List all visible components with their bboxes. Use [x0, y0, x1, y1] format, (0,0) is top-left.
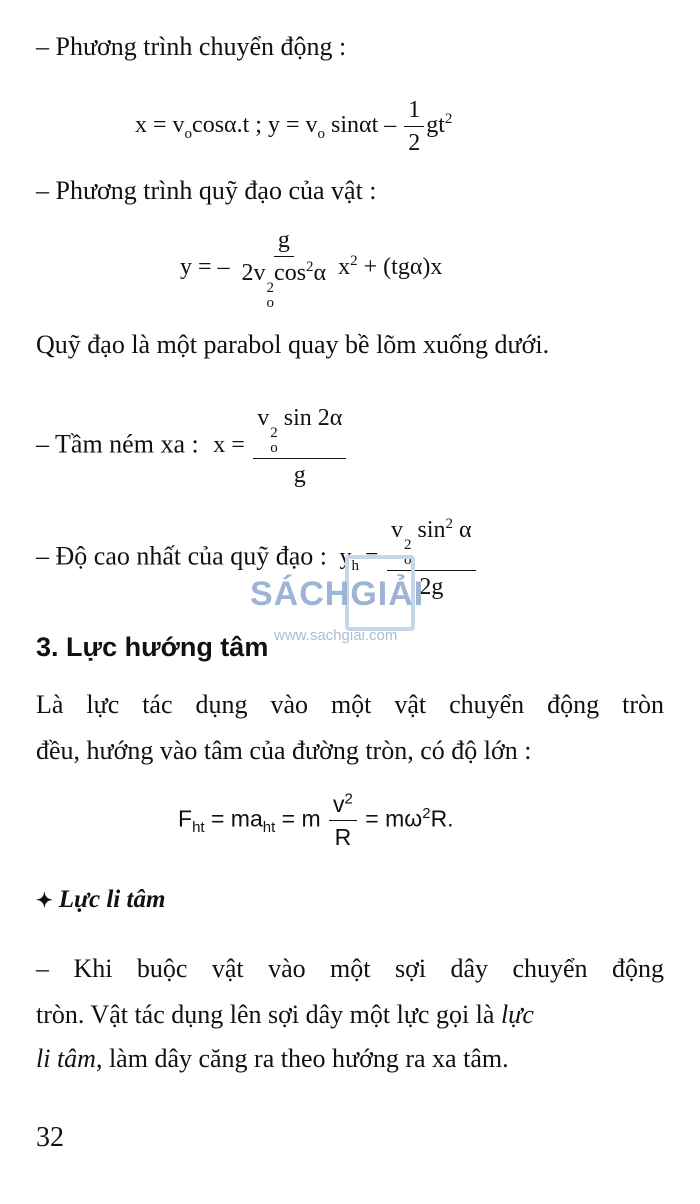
range-fraction: v 2 o sin 2α g [253, 404, 346, 489]
trajectory-label: – Phương trình quỹ đạo của vật : [36, 176, 377, 205]
motion-equation-label: – Phương trình chuyển động : [36, 32, 347, 61]
range-line: – Tầm ném xa : x = v 2 o sin 2α g [36, 404, 664, 489]
section-heading: 3. Lực hướng tâm [36, 632, 269, 662]
trajectory-note: Quỹ đạo là một parabol quay bề lõm xuống dưới. [36, 330, 550, 359]
centrifugal-text-1: – Khi buộc vật vào một sợi dây chuyển động [36, 954, 664, 983]
trajectory-equation: y = – g 2v 2 o $\cos^2\alpha$ $x^2 + (tg\alpha)x$ [180, 227, 443, 311]
centripetal-force-equation: $F_{ht} = ma_{ht} = m$ $\frac{v^2}{R}$ = $m\omega^2R$. [178, 790, 454, 850]
force-fraction: $\frac{v^2}{R}$ [329, 790, 357, 851]
trajectory-fraction: g 2v 2 o $\cos^2\alpha$ [241, 227, 327, 311]
centripetal-text-2: đều, hướng vào tâm của đường tròn, có độ lớn : [36, 736, 532, 765]
subsection-heading: ✦ Lực li tâm [36, 886, 166, 913]
centrifugal-text-3: li tâm, làm dây căng ra theo hướng ra xa tâm. [36, 1044, 509, 1073]
max-height-line: – Độ cao nhất của quỹ đạo : $y_h$ = v 2 o $\sin^2 \alpha$ 2g [36, 516, 664, 601]
watermark: SÁCHGIẢI www.sachgiai.com [250, 555, 460, 655]
diamond-bullet-icon: ✦ [36, 890, 53, 912]
height-fraction: v 2 o $\sin^2 \alpha$ 2g [387, 516, 476, 601]
fraction-half: $\frac{1}{2}$ [404, 96, 424, 157]
centrifugal-text-2: tròn. Vật tác dụng lên sợi dây một lực gọi là lực [36, 1000, 534, 1029]
motion-equations: $x = v_o\cos\alpha.t$ ; $y = v_o$ sinαt – $\frac{1}{2}$ $gt^2$ [135, 97, 453, 156]
centripetal-text-1: Là lực tác dụng vào một vật chuyển động tròn [36, 690, 664, 719]
page-number: 32 [36, 1122, 64, 1153]
